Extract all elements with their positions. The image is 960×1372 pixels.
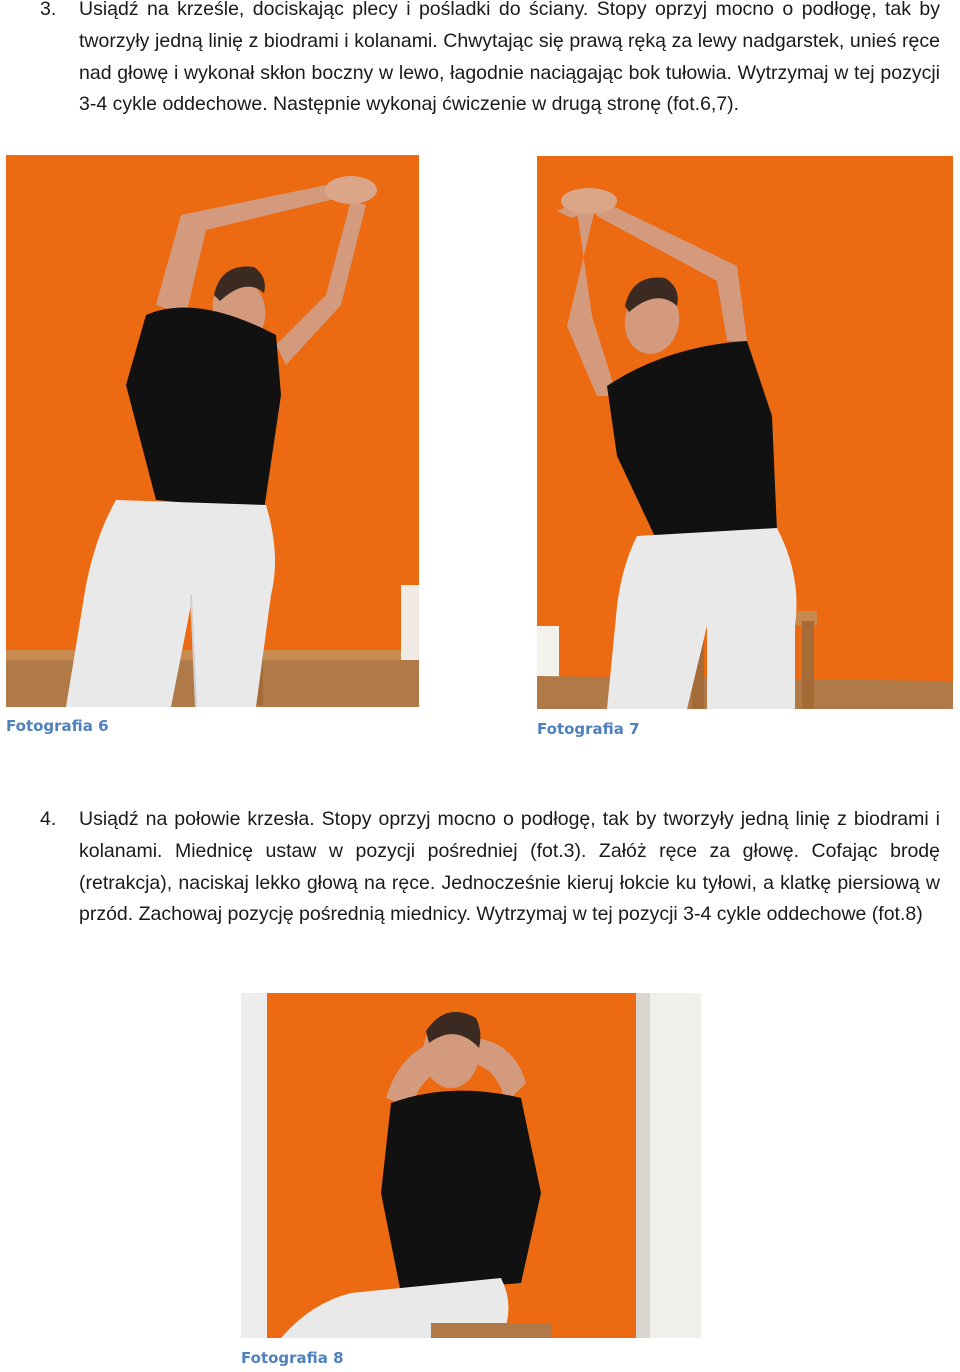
step-4 [40,804,940,931]
photo-6 [6,155,419,707]
photo-8-image [241,993,701,1338]
step-number: 4. [40,808,57,830]
photo-6-image [6,155,419,707]
photo-6-caption: Fotografia 6 [6,717,109,735]
step-text: Usiądź na połowie krzesła. Stopy oprzyj mocno o podłogę, tak by tworzyły jedną linię z biodrami i kolanami. Miednicę ustaw w pozycji pośredniej (fot.3). Załóż ręce za głowę. Cofając brodę (retrakcja), naciskaj lekko głową na ręce. Jednocześnie kieruj łokcie ku tyłowi, a klatkę piersiową w przód. Zachowaj pozycję pośrednią miednicy. Wytrzymaj w tej pozycji 3-4 cykle oddechowe (fot.8) [79,808,940,926]
photo-7-image [537,156,953,709]
photo-8 [241,993,701,1338]
step-text: Usiądź na krześle, dociskając plecy i pośladki do ściany. Stopy oprzyj mocno o podłogę, tak by tworzyły jedną linię z biodrami i kolanami. Chwytając się prawą ręką za lewy nadgarstek, unieś ręce nad głowę i wykonał skłon boczny w lewo, łagodnie naciągając bok tułowia. Wytrzymaj w tej pozycji 3-4 cykle oddechowe. Następnie wykonaj ćwiczenie w drugą stronę (fot.6,7). [79,0,940,116]
photo-7-caption: Fotografia 7 [537,720,640,738]
step-3 [40,0,940,121]
photo-8-caption: Fotografia 8 [241,1349,344,1367]
photo-7 [537,156,953,709]
step-number: 3. [40,0,57,20]
